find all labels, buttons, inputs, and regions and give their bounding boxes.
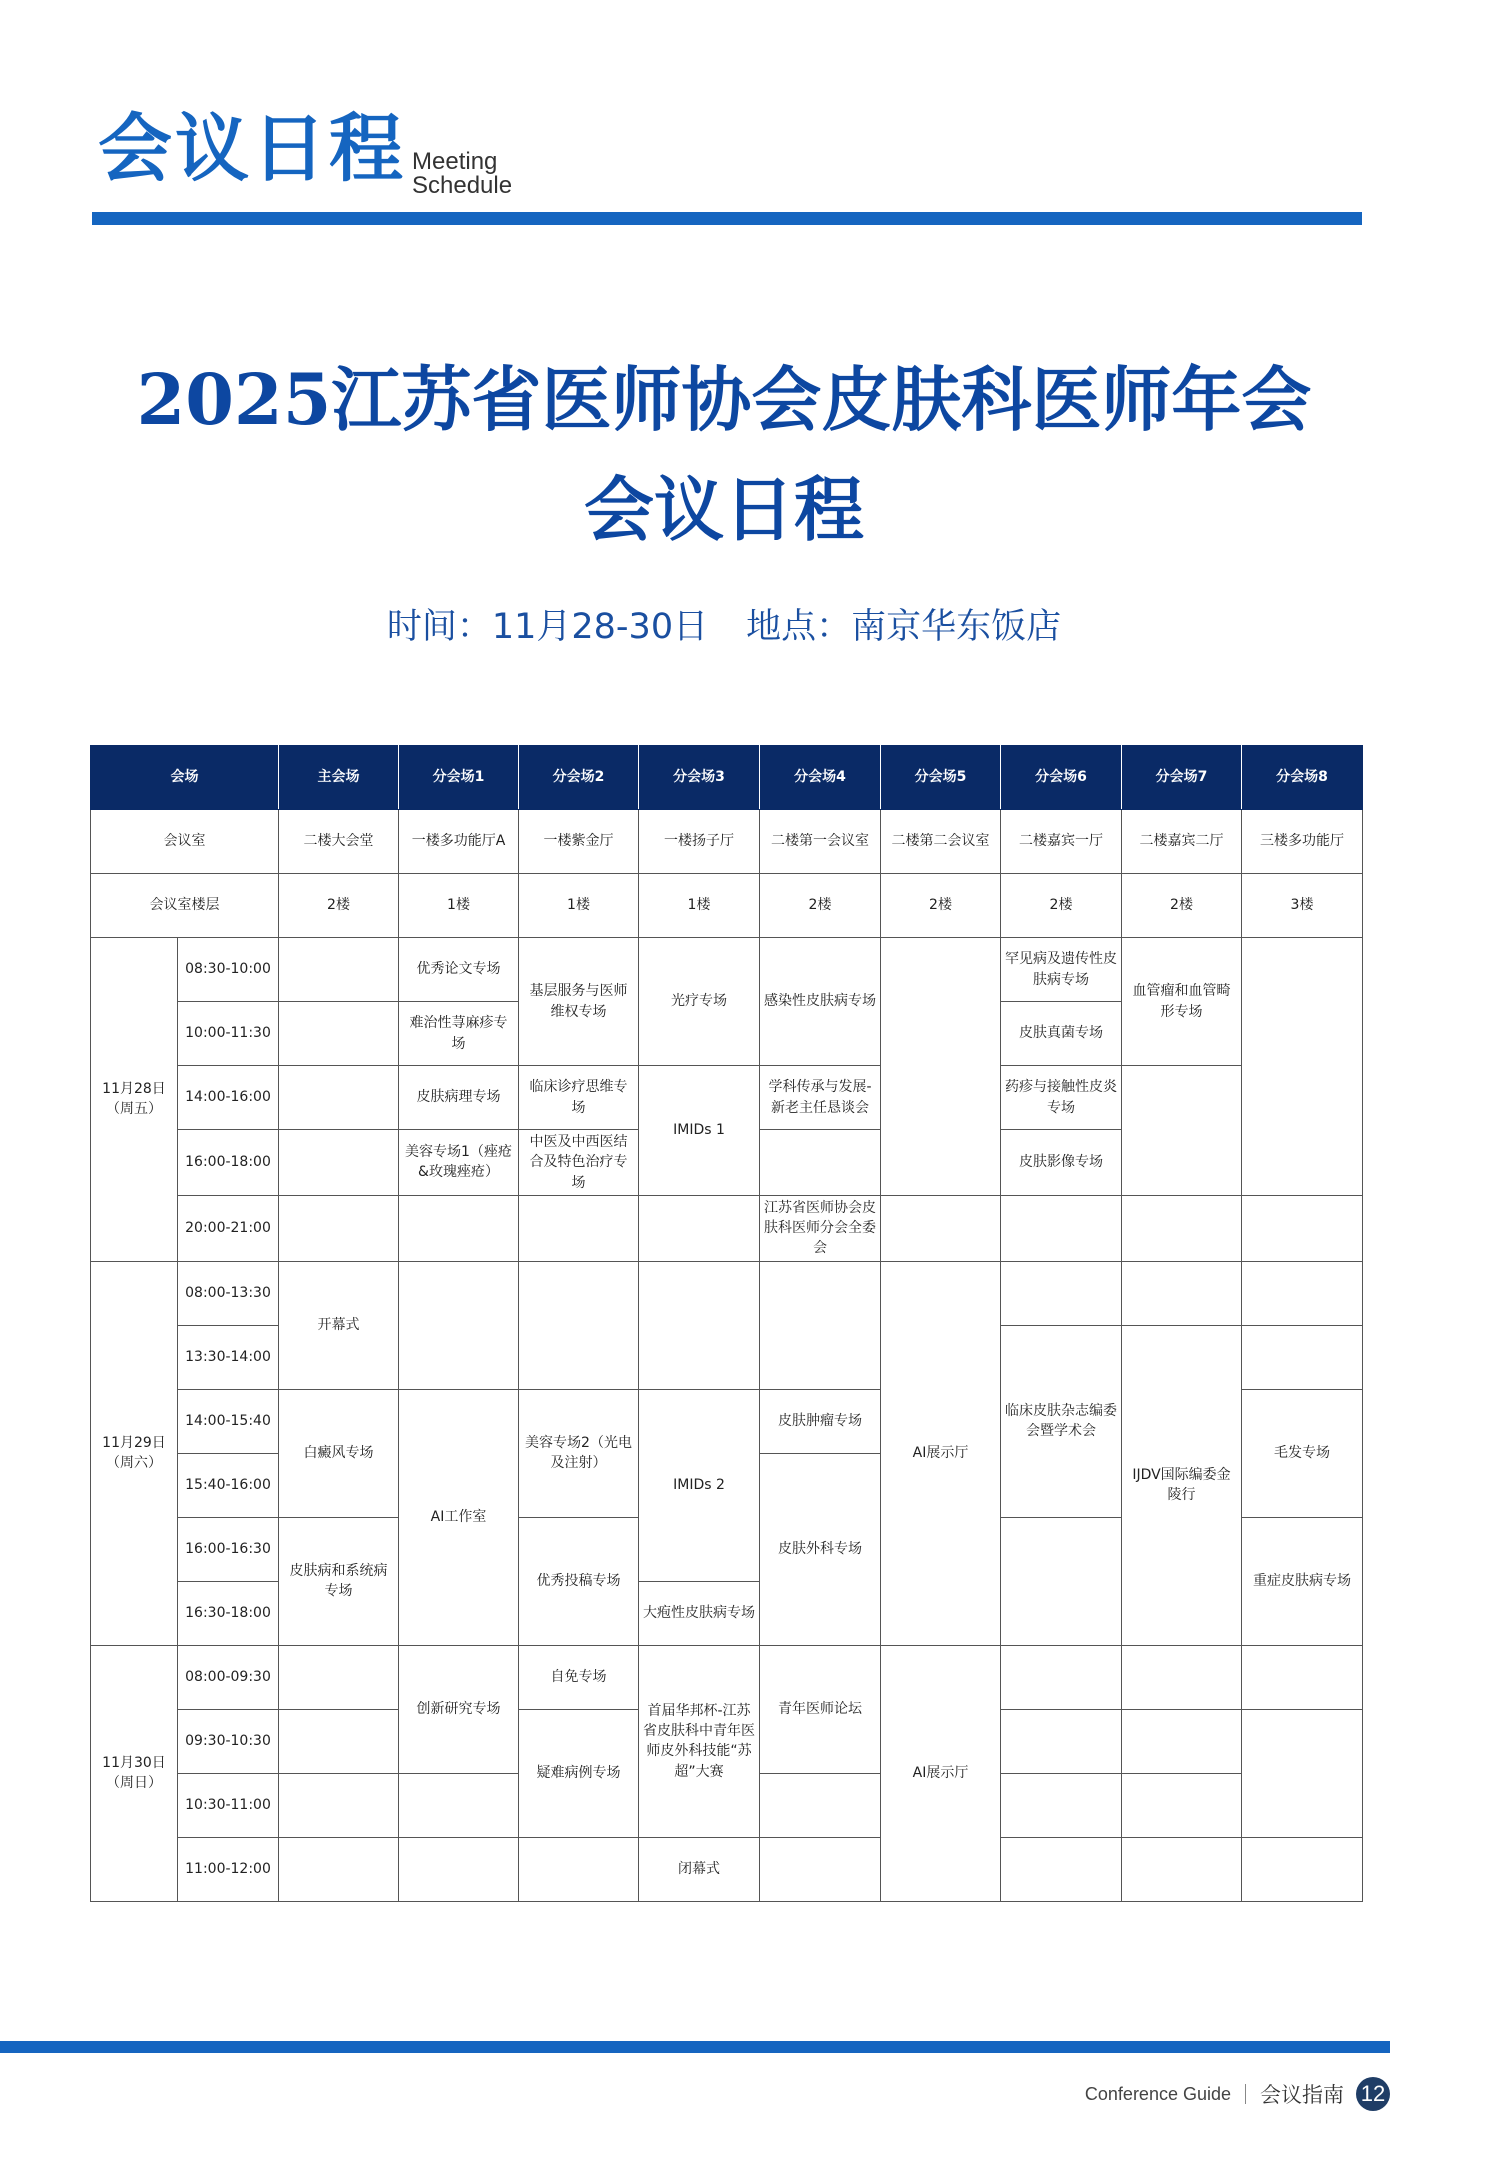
session-cell: 罕见病及遗传性皮肤病专场 (1001, 938, 1122, 1002)
time-place-line (0, 607, 1448, 647)
session-cell (279, 1130, 399, 1196)
room-cell: 一楼多功能厅A (399, 810, 519, 874)
session-cell: 创新研究专场 (399, 1645, 519, 1773)
floor-cell: 1楼 (399, 874, 519, 938)
session-cell: 自免专场 (519, 1645, 639, 1709)
session-cell: 药疹与接触性皮炎专场 (1001, 1066, 1122, 1130)
session-cell: 皮肤肿瘤专场 (760, 1389, 881, 1453)
room-cell: 二楼嘉宾一厅 (1001, 810, 1122, 874)
floor-label: 会议室楼层 (91, 874, 279, 938)
session-cell: 优秀投稿专场 (519, 1517, 639, 1645)
session-cell (1242, 1709, 1363, 1837)
session-cell (881, 938, 1001, 1196)
section-title-en-line2: Schedule (412, 172, 513, 199)
session-cell (760, 1837, 881, 1901)
venue-header: 分会场3 (639, 746, 760, 810)
time-slot: 16:30-18:00 (178, 1581, 279, 1645)
table-row (91, 1261, 1363, 1325)
time-slot: 11:00-12:00 (178, 1837, 279, 1901)
footer-guide-cn: 会议指南 (1260, 2083, 1344, 2107)
session-cell (881, 1195, 1001, 1261)
session-cell (1122, 1066, 1242, 1196)
page-footer (1085, 2076, 1390, 2112)
room-cell: 三楼多功能厅 (1242, 810, 1363, 874)
session-cell (279, 1195, 399, 1261)
room-row (91, 810, 1363, 874)
session-cell (519, 1837, 639, 1901)
session-cell (279, 1709, 399, 1773)
session-cell: 疑难病例专场 (519, 1709, 639, 1837)
session-cell: 大疱性皮肤病专场 (639, 1581, 760, 1645)
session-cell (1122, 1773, 1242, 1837)
room-cell: 一楼扬子厅 (639, 810, 760, 874)
place-text: 地点：南京华东饭店 (746, 607, 1062, 647)
time-slot: 08:00-13:30 (178, 1261, 279, 1325)
room-cell: 二楼嘉宾二厅 (1122, 810, 1242, 874)
session-cell: 开幕式 (279, 1261, 399, 1389)
room-cell: 二楼大会堂 (279, 810, 399, 874)
floor-cell: 2楼 (279, 874, 399, 938)
day-label-1: 11月28日 （周五） (91, 938, 178, 1262)
session-cell: 皮肤病理专场 (399, 1066, 519, 1130)
time-slot: 20:00-21:00 (178, 1195, 279, 1261)
day-label-2: 11月29日 （周六） (91, 1261, 178, 1645)
session-cell: 皮肤影像专场 (1001, 1130, 1122, 1196)
table-row (91, 938, 1363, 1002)
session-cell: 皮肤病和系统病专场 (279, 1517, 399, 1645)
venue-header: 分会场7 (1122, 746, 1242, 810)
session-cell: 青年医师论坛 (760, 1645, 881, 1773)
session-cell (399, 1195, 519, 1261)
section-title-en-line1: Meeting (412, 148, 498, 175)
session-cell (399, 1261, 519, 1389)
session-cell: 毛发专场 (1242, 1389, 1363, 1517)
session-cell (279, 1066, 399, 1130)
venue-header-row (91, 746, 1363, 810)
session-cell (1242, 938, 1363, 1196)
session-cell (519, 1195, 639, 1261)
session-cell (1122, 1195, 1242, 1261)
session-cell (279, 1773, 399, 1837)
time-slot: 13:30-14:00 (178, 1325, 279, 1389)
session-cell (1242, 1325, 1363, 1389)
time-slot: 10:00-11:30 (178, 1002, 279, 1066)
session-cell: 闭幕式 (639, 1837, 760, 1901)
session-cell (1242, 1261, 1363, 1325)
room-cell: 一楼紫金厅 (519, 810, 639, 874)
footer-guide-en: Conference Guide (1084, 2083, 1231, 2104)
time-slot: 08:30-10:00 (178, 938, 279, 1002)
session-cell (1242, 1195, 1363, 1261)
session-cell (1001, 1837, 1122, 1901)
session-cell: 重症皮肤病专场 (1242, 1517, 1363, 1645)
floor-cell: 3楼 (1242, 874, 1363, 938)
session-cell: 首届华邦杯-江苏省皮肤科中青年医师皮外科技能“苏超”大赛 (639, 1645, 760, 1837)
session-cell: 临床皮肤杂志编委会暨学术会 (1001, 1325, 1122, 1517)
venue-header: 分会场2 (519, 746, 639, 810)
session-cell (639, 1261, 760, 1389)
floor-cell: 2楼 (1001, 874, 1122, 938)
session-cell: AI工作室 (399, 1389, 519, 1645)
session-cell (760, 1773, 881, 1837)
header-divider-bar (92, 212, 1362, 225)
section-title-en (412, 150, 512, 198)
floor-cell: 2楼 (760, 874, 881, 938)
session-cell: 中医及中西医结合及特色治疗专场 (519, 1130, 639, 1196)
session-cell: 优秀论文专场 (399, 938, 519, 1002)
time-slot: 15:40-16:00 (178, 1453, 279, 1517)
session-cell: 学科传承与发展-新老主任恳谈会 (760, 1066, 881, 1130)
session-cell (1001, 1709, 1122, 1773)
session-cell (639, 1195, 760, 1261)
session-cell (1242, 1837, 1363, 1901)
session-cell: IMIDs 2 (639, 1389, 760, 1581)
session-cell (1242, 1645, 1363, 1709)
session-cell (760, 1261, 881, 1389)
venue-header: 分会场6 (1001, 746, 1122, 810)
time-slot: 09:30-10:30 (178, 1709, 279, 1773)
venue-header: 分会场8 (1242, 746, 1363, 810)
session-cell: IMIDs 1 (639, 1066, 760, 1196)
session-cell: 感染性皮肤病专场 (760, 938, 881, 1066)
room-cell: 二楼第二会议室 (881, 810, 1001, 874)
footer-separator (1245, 2084, 1246, 2104)
session-cell: IJDV国际编委金陵行 (1122, 1325, 1242, 1645)
time-slot: 16:00-16:30 (178, 1517, 279, 1581)
session-cell (1122, 1261, 1242, 1325)
session-cell (519, 1261, 639, 1389)
session-cell: 临床诊疗思维专场 (519, 1066, 639, 1130)
section-title: 会议日程 (98, 106, 406, 192)
floor-cell: 1楼 (639, 874, 760, 938)
session-cell (1001, 1195, 1122, 1261)
session-cell: 光疗专场 (639, 938, 760, 1066)
session-cell (279, 1002, 399, 1066)
table-row (91, 1195, 1363, 1261)
session-cell (1122, 1645, 1242, 1709)
venue-header: 分会场1 (399, 746, 519, 810)
session-cell: 白癜风专场 (279, 1389, 399, 1517)
session-cell (1001, 1261, 1122, 1325)
session-cell: 皮肤外科专场 (760, 1453, 881, 1645)
page-number-badge: 12 (1356, 2077, 1390, 2111)
table-row (91, 1645, 1363, 1709)
session-cell: 难治性荨麻疹专场 (399, 1002, 519, 1066)
time-slot: 08:00-09:30 (178, 1645, 279, 1709)
session-cell (1001, 1517, 1122, 1645)
session-cell: 皮肤真菌专场 (1001, 1002, 1122, 1066)
session-cell (279, 1645, 399, 1709)
floor-cell: 1楼 (519, 874, 639, 938)
venue-header: 分会场5 (881, 746, 1001, 810)
venue-header-label: 会场 (91, 746, 279, 810)
session-cell (279, 1837, 399, 1901)
time-slot: 14:00-16:00 (178, 1066, 279, 1130)
session-cell (1122, 1709, 1242, 1773)
day-label-3: 11月30日 （周日） (91, 1645, 178, 1901)
floor-cell: 2楼 (1122, 874, 1242, 938)
session-cell (399, 1773, 519, 1837)
time-text: 时间：11月28-30日 (386, 607, 709, 647)
footer-divider-bar (0, 2041, 1390, 2053)
session-cell: 基层服务与医师维权专场 (519, 938, 639, 1066)
time-slot: 14:00-15:40 (178, 1389, 279, 1453)
session-cell: 美容专场1（痤疮&玫瑰痤疮） (399, 1130, 519, 1196)
session-cell: 江苏省医师协会皮肤科医师分会全委会 (760, 1195, 881, 1261)
session-cell (1001, 1773, 1122, 1837)
session-cell (399, 1837, 519, 1901)
time-slot: 16:00-18:00 (178, 1130, 279, 1196)
session-cell: AI展示厅 (881, 1645, 1001, 1901)
session-cell (1122, 1837, 1242, 1901)
venue-header: 主会场 (279, 746, 399, 810)
page-title: 2025江苏省医师协会皮肤科医师年会 (136, 358, 1312, 441)
table-row (91, 1066, 1363, 1130)
session-cell (1001, 1645, 1122, 1709)
session-cell: 血管瘤和血管畸形专场 (1122, 938, 1242, 1066)
table-row (91, 1837, 1363, 1901)
floor-row (91, 874, 1363, 938)
schedule-table (90, 745, 1363, 1902)
session-cell (760, 1130, 881, 1196)
page-subtitle: 会议日程 (584, 468, 864, 551)
session-cell (279, 938, 399, 1002)
time-slot: 10:30-11:00 (178, 1773, 279, 1837)
session-cell: 美容专场2（光电及注射） (519, 1389, 639, 1517)
floor-cell: 2楼 (881, 874, 1001, 938)
session-cell: AI展示厅 (881, 1261, 1001, 1645)
room-label: 会议室 (91, 810, 279, 874)
venue-header: 分会场4 (760, 746, 881, 810)
room-cell: 二楼第一会议室 (760, 810, 881, 874)
